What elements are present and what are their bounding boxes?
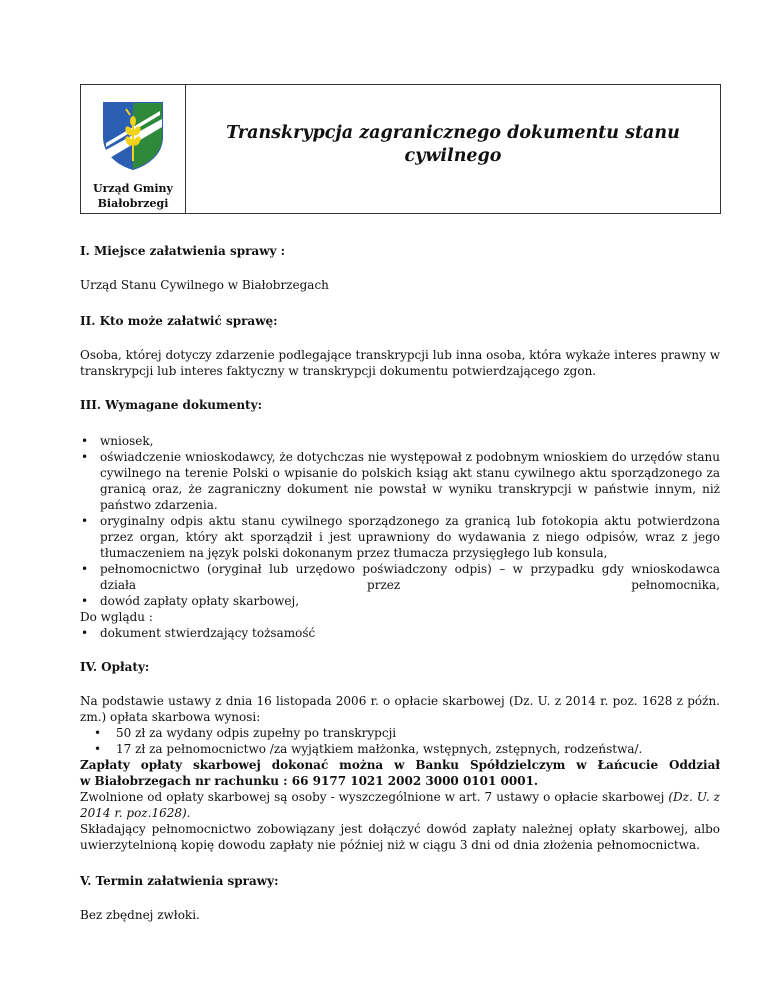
section3-heading: III. Wymagane dokumenty: [80, 398, 262, 412]
document-title: Transkrypcja zagranicznego dokumentu stanu cywilnego [226, 123, 680, 166]
list-item: • dowód zapłaty opłaty skarbowej, [80, 593, 720, 609]
section5-text: Bez zbędnej zwłoki. [80, 908, 200, 922]
list-item: • oświadczenie wnioskodawcy, że dotychczas nie występował z podobnym wnioskiem do urzędów stanu cywilnego na terenie Polski o wpisanie do polskich ksiąg akt stanu cywilnego aktu sporządzonego za granicą oraz, że zagraniczny dokument nie powstał w wyniku transkrypcji w państwie innym, niż państwo zdarzenia. [80, 449, 720, 513]
coat-of-arms-icon [100, 99, 166, 171]
section1-text: Urząd Stanu Cywilnego w Białobrzegach [80, 278, 329, 292]
fees-list [80, 725, 720, 757]
bank-line1: Zapłaty opłaty skarbowej dokonać można w Banku Spółdzielczym w Łańcucie Oddział [80, 758, 720, 772]
list-item: • dokument stwierdzający tożsamość [80, 625, 720, 641]
proxy-text: Składający pełnomocnictwo zobowiązany jest dołączyć dowód zapłaty należnej opłaty skarbowej, albo uwierzytelnioną kopię dowodu zapłaty nie później niż w ciągu 3 dni od dnia złożenia pełnomocnictwa. [80, 822, 720, 852]
exempt-main: Zwolnione od opłaty skarbowej są osoby - wyszczególnione w art. 7 ustawy o opłacie skarbowej [80, 790, 665, 804]
inspection-list [80, 625, 720, 641]
section2-text: Osoba, której dotyczy zdarzenie podlegające transkrypcji lub inna osoba, która wykaże interes prawny w transkrypcji lub interes faktyczny w transkrypcji dokumentu potwierdzającego zgon. [80, 348, 720, 378]
list-item: • oryginalny odpis aktu stanu cywilnego sporządzonego za granicą lub fotokopia aktu potwierdzona przez organ, który akt sporządził i jest uprawniony do wydawania z niego odpisów, wraz z jego tłumaczeniem na język polski dokonanym przez tłumacza przysięgłego lub konsula, [80, 513, 720, 561]
header-table [80, 84, 721, 214]
inspection-label: Do wglądu : [80, 610, 153, 624]
fees-intro: Na podstawie ustawy z dnia 16 listopada 2006 r. o opłacie skarbowej (Dz. U. z 2014 r. poz. 1628 z późn. zm.) opłata skarbowa wynosi: [80, 694, 720, 724]
office-line1: Urząd Gminy [93, 182, 173, 195]
office-name [93, 181, 173, 211]
section2-heading: II. Kto może załatwić sprawę: [80, 314, 278, 328]
bank-line2: w Białobrzegach nr rachunku : 66 9177 1021 2002 3000 0101 0001. [80, 774, 539, 788]
list-item: • 17 zł za pełnomocnictwo /za wyjątkiem małżonka, wstępnych, zstępnych, rodzeństwa/. [80, 741, 720, 757]
exempt-text [80, 789, 720, 821]
section5-heading: V. Termin załatwienia sprawy: [80, 874, 279, 888]
list-item: • pełnomocnictwo (oryginał lub urzędowo poświadczony odpis) – w przypadku gdy wnioskodawca działa przez pełnomocnika, [80, 561, 720, 593]
office-cell [81, 85, 186, 213]
exempt-ref: (Dz. U. z 2014 r. poz.1628). [80, 790, 720, 820]
list-item: • 50 zł za wydany odpis zupełny po transkrypcji [80, 725, 720, 741]
office-line2: Białobrzegi [97, 197, 169, 210]
document-content [80, 243, 720, 923]
required-documents-list [80, 433, 720, 609]
section1-heading: I. Miejsce załatwienia sprawy : [80, 244, 286, 258]
section4-heading: IV. Opłaty: [80, 660, 150, 674]
list-item: • wniosek, [80, 433, 720, 449]
title-cell [186, 85, 720, 213]
